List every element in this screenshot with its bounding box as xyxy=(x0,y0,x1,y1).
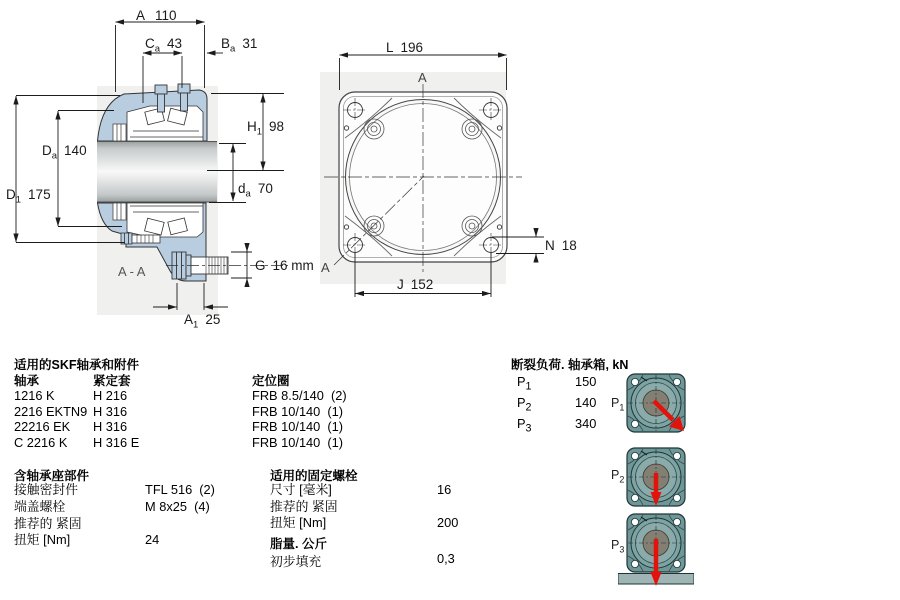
bearing-designation: 1216 K xyxy=(14,388,55,403)
dim-value: 18 xyxy=(561,238,577,253)
shaft xyxy=(97,142,217,203)
section-label-AA: A - A xyxy=(118,264,146,279)
table-row xyxy=(14,419,139,435)
dim-label-G xyxy=(255,258,314,273)
load-letter: P xyxy=(517,374,526,389)
dim-label-A1 xyxy=(184,312,220,331)
table-row xyxy=(252,419,347,435)
section-marker-A-bottom: A xyxy=(321,260,330,275)
seal-bottom xyxy=(113,203,126,220)
bolt-spec-label: 推荐的 紧固 xyxy=(270,498,338,514)
dim-value: 175 xyxy=(28,187,51,202)
grease-label: 初步填充 xyxy=(270,554,322,569)
load-letter: P xyxy=(517,416,526,432)
section-marker-A-top: A xyxy=(418,70,427,85)
grease-fitting xyxy=(121,233,160,244)
grease-title: 脂量. 公斤 xyxy=(270,537,327,551)
bearing-table-title: 适用的SKF轴承和附件 xyxy=(14,358,140,372)
dim-value: 70 xyxy=(257,181,273,196)
dim-label-A xyxy=(136,8,177,23)
part-value: M 8x25 (4) xyxy=(145,498,210,514)
table-row xyxy=(14,482,215,499)
table-row xyxy=(270,482,458,499)
dim-letter: A xyxy=(184,312,194,327)
bolt-spec-value: 200 xyxy=(437,515,459,530)
dim-letter: G xyxy=(255,258,266,273)
dim-letter: J xyxy=(397,277,404,292)
load-subscript: 3 xyxy=(525,422,532,435)
load-figure-label-P2 xyxy=(611,468,624,485)
seal-top xyxy=(113,124,126,141)
dim-subscript: a xyxy=(245,188,251,200)
load-figure-P3 xyxy=(618,513,694,588)
locating-ring-title: 定位圈 xyxy=(252,374,290,388)
dim-letter: C xyxy=(145,36,155,51)
load-table-rows xyxy=(517,374,596,437)
table-row xyxy=(252,435,347,451)
sleeve-designation: H 316 E xyxy=(93,435,140,451)
locating-ring-designation: FRB 8.5/140 (2) xyxy=(252,388,347,403)
dim-letter: D xyxy=(42,143,52,158)
load-letter: P xyxy=(517,395,526,411)
load-subscript: 1 xyxy=(619,402,625,413)
dim-label-N xyxy=(545,238,577,253)
dim-subscript: a xyxy=(51,150,58,162)
part-label: 接触密封件 xyxy=(14,482,78,497)
table-row xyxy=(14,435,139,451)
included-parts-rows xyxy=(14,482,215,549)
dim-label-L xyxy=(386,40,423,55)
col-header-bearing: 轴承 xyxy=(14,374,40,388)
dim-value: 16 mm xyxy=(272,258,314,273)
dim-label-Ba xyxy=(221,36,257,55)
bearing-designation: C 2216 K xyxy=(14,435,68,451)
load-value: 150 xyxy=(575,374,597,389)
load-figure-P2 xyxy=(626,447,686,507)
table-row xyxy=(270,515,458,532)
bolt-spec-label: 尺寸 [毫米] xyxy=(270,482,332,497)
locating-ring-designation: FRB 10/140 (1) xyxy=(252,419,344,435)
dim-value: 25 xyxy=(205,312,221,327)
dim-value: 140 xyxy=(64,143,87,158)
fixing-bolts-title: 适用的固定螺栓 xyxy=(270,469,358,483)
sleeve-designation: H 216 xyxy=(93,388,128,403)
dim-label-H1 xyxy=(247,119,284,138)
dim-letter: L xyxy=(386,40,394,55)
table-row xyxy=(252,388,347,404)
table-row xyxy=(270,499,458,516)
dim-letter: B xyxy=(221,36,231,51)
locating-ring-designation: FRB 10/140 (1) xyxy=(252,403,344,419)
part-value: TFL 516 (2) xyxy=(145,482,215,497)
dim-label-Da xyxy=(42,143,87,162)
included-parts-title: 含轴承座部件 xyxy=(14,469,90,483)
table-row xyxy=(14,404,139,420)
dim-letter: D xyxy=(6,187,16,202)
bearing-designation: 2216 EKTN9 xyxy=(14,403,88,419)
load-figure-label-P1 xyxy=(611,396,624,413)
table-row xyxy=(517,416,596,437)
dim-value: 31 xyxy=(242,36,258,51)
dim-subscript: a xyxy=(154,43,161,55)
table-row xyxy=(14,516,215,533)
dim-letter: N xyxy=(545,238,555,253)
dim-label-da xyxy=(238,181,273,200)
dim-value: 110 xyxy=(155,8,177,23)
grease-value: 0,3 xyxy=(437,551,455,566)
load-subscript: 2 xyxy=(525,401,532,414)
dim-letter: H xyxy=(247,119,257,134)
dim-label-Ca xyxy=(145,36,182,55)
dim-label-D1 xyxy=(6,187,51,206)
bolt-spec-label: 扭矩 [Nm] xyxy=(270,515,327,530)
load-subscript: 3 xyxy=(619,544,625,555)
part-label: 扭矩 [Nm] xyxy=(14,532,71,548)
part-label: 端盖螺栓 xyxy=(14,498,66,514)
load-letter: P xyxy=(611,468,620,482)
table-row xyxy=(14,499,215,516)
bearing-table-rows xyxy=(14,388,139,451)
fixing-bolts-rows xyxy=(270,482,458,532)
load-letter: P xyxy=(611,538,620,552)
load-subscript: 2 xyxy=(619,474,625,485)
grease-rows xyxy=(270,551,455,570)
locating-ring-designation: FRB 10/140 (1) xyxy=(252,435,344,451)
part-value: 24 xyxy=(145,532,160,548)
table-row xyxy=(14,388,139,404)
dim-value: 152 xyxy=(410,277,434,292)
dim-subscript: 1 xyxy=(256,126,263,138)
load-value: 340 xyxy=(575,416,597,432)
part-label: 推荐的 紧固 xyxy=(14,515,82,531)
table-row xyxy=(14,532,215,549)
dim-label-J xyxy=(397,277,433,292)
bearing-designation: 22216 EK xyxy=(14,419,71,435)
load-figure-P1 xyxy=(626,373,686,433)
bolt-spec-value: 16 xyxy=(437,482,452,497)
dim-letter: A xyxy=(136,8,146,23)
bearing-table-header xyxy=(14,371,131,389)
sleeve-designation: H 316 xyxy=(93,403,128,419)
dim-value: 43 xyxy=(167,36,183,51)
table-row xyxy=(252,404,347,420)
load-name xyxy=(517,374,575,395)
load-table-title: 断裂负荷. 轴承箱, kN xyxy=(511,358,629,372)
sleeve-designation: H 316 xyxy=(93,419,128,435)
dim-value: 196 xyxy=(400,40,424,55)
dim-subscript: 1 xyxy=(15,194,22,206)
dim-letter: d xyxy=(238,181,246,196)
load-name xyxy=(517,416,575,437)
dim-subscript: a xyxy=(230,43,236,55)
locating-ring-rows xyxy=(252,388,347,451)
col-header-sleeve: 紧定套 xyxy=(93,374,131,388)
load-name xyxy=(517,395,575,416)
load-letter: P xyxy=(611,396,620,410)
table-row xyxy=(270,551,455,570)
table-row xyxy=(517,395,596,416)
load-value: 140 xyxy=(575,395,597,411)
dim-value: 98 xyxy=(269,119,285,134)
load-subscript: 1 xyxy=(525,380,532,393)
table-row xyxy=(517,374,596,395)
dim-subscript: 1 xyxy=(193,319,199,331)
